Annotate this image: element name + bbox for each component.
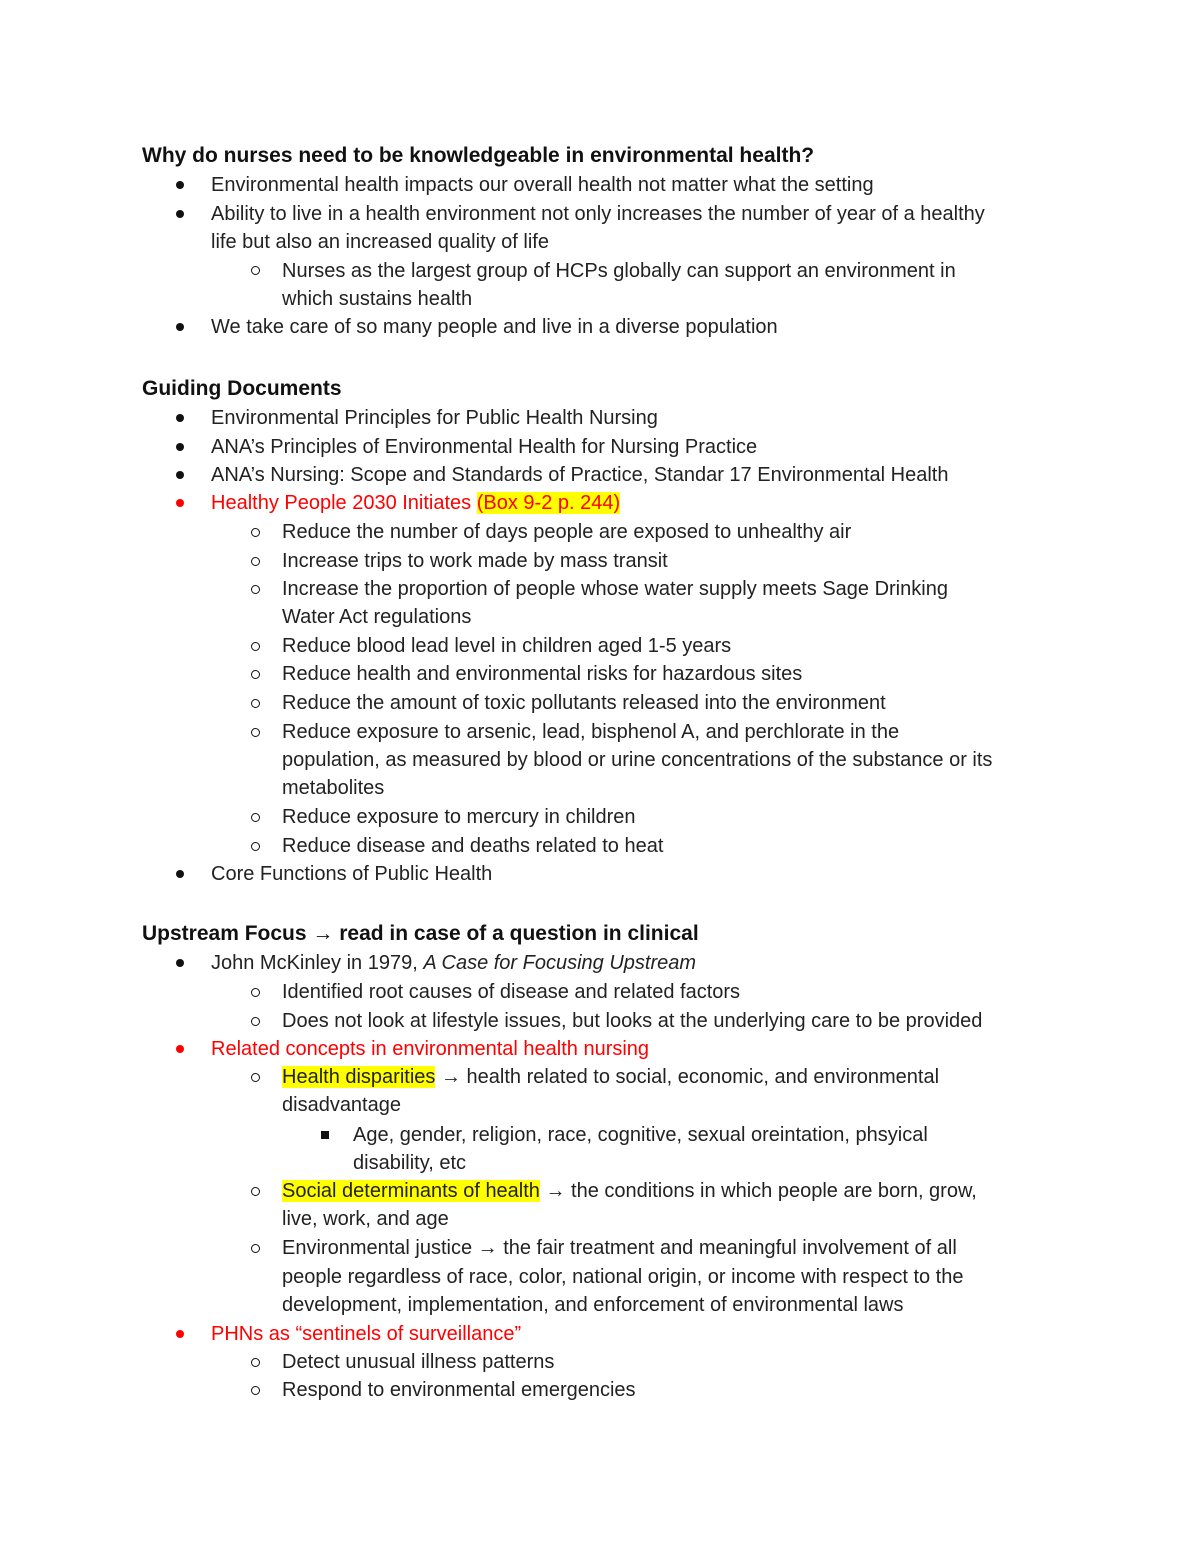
sub-list-item: Respond to environmental emergencies xyxy=(282,1379,636,1401)
sub-list-item: Reduce health and environmental risks for hazardous sites xyxy=(282,663,803,685)
list-item-healthy-people xyxy=(211,489,620,517)
list-item-related-concepts: Related concepts in environmental health nursing xyxy=(211,1038,650,1060)
sub-list-item-continued: metabolites xyxy=(282,777,385,799)
bullet-circle xyxy=(251,813,260,822)
bullet-disc-red xyxy=(176,1045,184,1053)
list-item: ANA’s Principles of Environmental Health for Nursing Practice xyxy=(211,436,758,458)
sub-list-item-continued: development, implementation, and enforcement of environmental laws xyxy=(282,1294,904,1316)
bullet-disc xyxy=(176,210,184,218)
list-item: Environmental health impacts our overall health not matter what the setting xyxy=(211,174,874,196)
sub-list-item-continued: disadvantage xyxy=(282,1094,401,1116)
list-item: Environmental Principles for Public Health Nursing xyxy=(211,407,658,429)
sub-list-item: Reduce the number of days people are exposed to unhealthy air xyxy=(282,521,852,543)
bullet-circle xyxy=(251,842,260,851)
sub-list-item-continued: population, as measured by blood or urine concentrations of the substance or its xyxy=(282,749,993,771)
bullet-circle xyxy=(251,528,260,537)
bullet-circle xyxy=(251,1244,260,1253)
list-item: ANA’s Nursing: Scope and Standards of Practice, Standar 17 Environmental Health xyxy=(211,464,949,486)
list-item: Core Functions of Public Health xyxy=(211,863,493,885)
bullet-circle xyxy=(251,1073,260,1082)
bullet-circle xyxy=(251,988,260,997)
bullet-circle xyxy=(251,1386,260,1395)
list-item: We take care of so many people and live in a diverse population xyxy=(211,316,778,338)
bullet-disc xyxy=(176,323,184,331)
section-heading-guiding-documents: Guiding Documents xyxy=(142,377,342,400)
bullet-disc-red xyxy=(176,1330,184,1338)
sub-list-item: Increase the proportion of people whose water supply meets Sage Drinking xyxy=(282,578,948,600)
bullet-circle xyxy=(251,266,260,275)
bullet-disc xyxy=(176,443,184,451)
list-item: Ability to live in a health environment not only increases the number of year of a healthy xyxy=(211,203,985,225)
bullet-disc xyxy=(176,414,184,422)
health-disparities-definition: → health related to social, economic, and environmental xyxy=(435,1066,940,1088)
sub-list-item: Reduce exposure to mercury in children xyxy=(282,806,636,828)
sub-list-item-health-disparities xyxy=(282,1063,939,1091)
section-heading-why-nurses: Why do nurses need to be knowledgeable in environmental health? xyxy=(142,144,815,167)
mckinley-title-italic: A Case for Focusing Upstream xyxy=(423,952,697,974)
bullet-disc xyxy=(176,181,184,189)
bullet-circle xyxy=(251,699,260,708)
box-reference-highlight: (Box 9-2 p. 244) xyxy=(476,492,621,514)
sub-list-item: Detect unusual illness patterns xyxy=(282,1351,555,1373)
sub-list-item-social-determinants xyxy=(282,1177,977,1205)
bullet-circle xyxy=(251,1017,260,1026)
sub-list-item-continued: people regardless of race, color, national origin, or income with respect to the xyxy=(282,1266,964,1288)
sub-list-item-continued: Water Act regulations xyxy=(282,606,472,628)
sub-list-item: Reduce blood lead level in children aged 1-5 years xyxy=(282,635,732,657)
bullet-circle xyxy=(251,1187,260,1196)
bullet-circle xyxy=(251,1358,260,1367)
bullet-square xyxy=(321,1131,329,1139)
list-item xyxy=(211,949,696,977)
sub-sub-list-item-continued: disability, etc xyxy=(353,1152,467,1174)
healthy-people-label: Healthy People 2030 Initiates xyxy=(211,492,472,514)
sub-list-item: Does not look at lifestyle issues, but looks at the underlying care to be provided xyxy=(282,1010,983,1032)
sub-list-item: Reduce exposure to arsenic, lead, bisphenol A, and perchlorate in the xyxy=(282,721,900,743)
sub-list-item: Reduce the amount of toxic pollutants released into the environment xyxy=(282,692,886,714)
health-disparities-highlight: Health disparities xyxy=(282,1066,436,1088)
bullet-circle xyxy=(251,670,260,679)
list-item-continued: life but also an increased quality of life xyxy=(211,231,549,253)
sub-list-item: Nurses as the largest group of HCPs globally can support an environment in xyxy=(282,260,956,282)
bullet-disc-red xyxy=(176,499,184,507)
sub-list-item: Reduce disease and deaths related to heat xyxy=(282,835,664,857)
social-determinants-highlight: Social determinants of health xyxy=(282,1180,540,1202)
list-item-phns: PHNs as “sentinels of surveillance” xyxy=(211,1323,522,1345)
sub-list-item: Increase trips to work made by mass transit xyxy=(282,550,668,572)
mckinley-text: John McKinley in 1979, xyxy=(211,952,424,974)
sub-list-item: Identified root causes of disease and related factors xyxy=(282,981,741,1003)
section-heading-upstream-focus: Upstream Focus → read in case of a question in clinical xyxy=(142,922,699,945)
social-determinants-definition: → the conditions in which people are born, grow, xyxy=(539,1180,977,1202)
sub-list-item: Environmental justice → the fair treatment and meaningful involvement of all xyxy=(282,1237,957,1259)
bullet-disc xyxy=(176,471,184,479)
bullet-circle xyxy=(251,585,260,594)
bullet-circle xyxy=(251,557,260,566)
bullet-disc xyxy=(176,959,184,967)
sub-list-item-continued: live, work, and age xyxy=(282,1208,449,1230)
bullet-circle xyxy=(251,728,260,737)
bullet-disc xyxy=(176,870,184,878)
sub-list-item-continued: which sustains health xyxy=(282,288,473,310)
bullet-circle xyxy=(251,642,260,651)
sub-sub-list-item: Age, gender, religion, race, cognitive, sexual oreintation, phsyical xyxy=(353,1124,928,1146)
